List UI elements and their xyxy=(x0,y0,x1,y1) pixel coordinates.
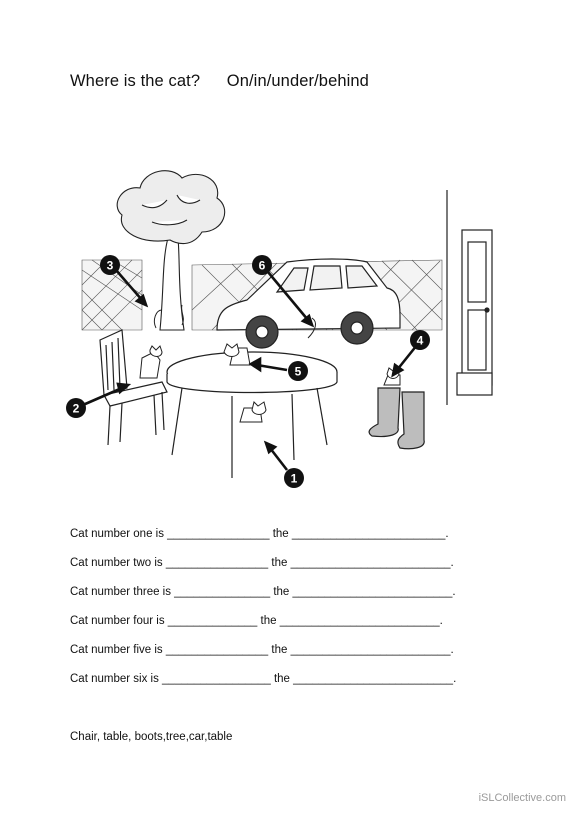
watermark: iSLCollective.com xyxy=(478,792,566,804)
marker-5-label: 5 xyxy=(294,364,302,379)
marker-4 xyxy=(410,330,430,350)
sentence-start: Cat number five is ________________ xyxy=(70,644,269,656)
sentence-line xyxy=(70,673,456,685)
marker-3-label: 3 xyxy=(106,258,114,273)
sentence-blank: ________________________. xyxy=(291,528,449,540)
sentence-middle: the xyxy=(271,644,288,656)
scene-illustration xyxy=(72,160,510,495)
sentence-middle: the xyxy=(271,557,288,569)
sentence-middle: the xyxy=(272,528,289,540)
marker-2 xyxy=(66,398,86,418)
marker-1-label: 1 xyxy=(290,471,298,486)
sentence-line xyxy=(70,615,443,627)
question-text: Where is the cat? xyxy=(70,72,201,90)
sentence-middle: the xyxy=(273,586,290,598)
options-text: On/in/under/behind xyxy=(226,72,369,90)
worksheet-title xyxy=(70,72,369,91)
sentence-middle: the xyxy=(273,673,290,685)
sentence-blank: _________________________. xyxy=(279,615,443,627)
sentence-blank: _________________________. xyxy=(293,673,457,685)
sentence-blank: _________________________. xyxy=(292,586,456,598)
sentence-line xyxy=(70,557,454,569)
word-bank: Chair, table, boots,tree,car,table xyxy=(70,731,233,743)
marker-2-label: 2 xyxy=(72,401,80,416)
chair xyxy=(100,330,167,445)
sentence-line xyxy=(70,528,449,540)
sentence-line xyxy=(70,586,456,598)
marker-5 xyxy=(288,361,308,381)
boots xyxy=(369,388,424,449)
marker-3 xyxy=(100,255,120,275)
sentence-start: Cat number three is _______________ xyxy=(70,586,271,598)
marker-6 xyxy=(252,255,272,275)
marker-4-label: 4 xyxy=(416,333,424,348)
sentence-start: Cat number four is ______________ xyxy=(70,615,258,627)
sentence-middle: the xyxy=(260,615,277,627)
sentence-blank: _________________________. xyxy=(290,644,454,656)
house-wall xyxy=(447,190,492,405)
sentence-start: Cat number two is ________________ xyxy=(70,557,269,569)
marker-6-label: 6 xyxy=(258,258,266,273)
sentence-start: Cat number six is _________________ xyxy=(70,673,271,685)
sentence-start: Cat number one is ________________ xyxy=(70,528,270,540)
sentence-line xyxy=(70,644,454,656)
marker-1 xyxy=(284,468,304,488)
sentence-blank: _________________________. xyxy=(290,557,454,569)
